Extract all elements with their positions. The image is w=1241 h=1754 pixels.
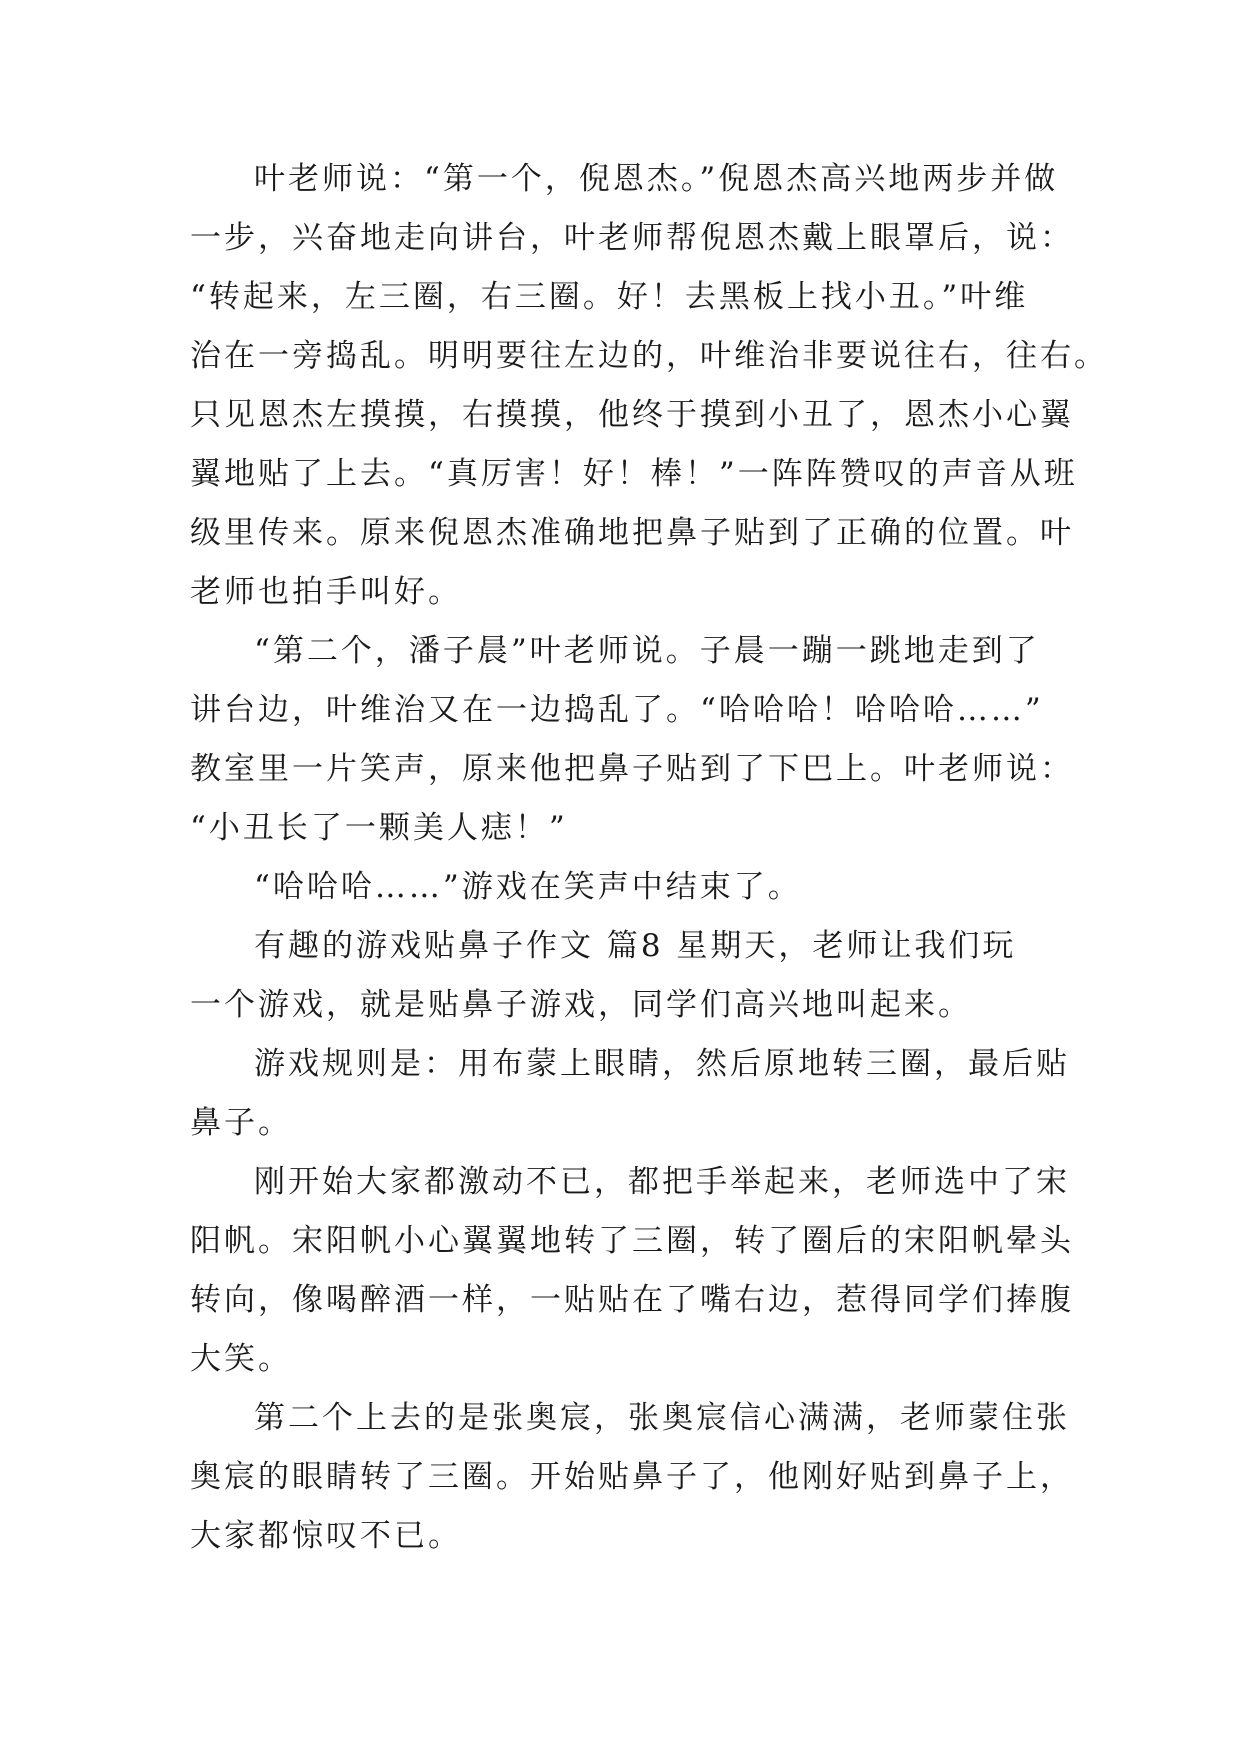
text-line: 讲台边，叶维治又在一边捣乱了。“哈哈哈！哈哈哈……”	[190, 692, 1044, 728]
paragraph	[190, 150, 1108, 622]
text-line: 第二个上去的是张奥宸，张奥宸信心满满，老师蒙住张	[254, 1400, 1070, 1436]
text-line: 游戏规则是：用布蒙上眼睛，然后原地转三圈，最后贴	[254, 1046, 1070, 1082]
text-line: “哈哈哈……”游戏在笑声中结束了。	[254, 869, 802, 905]
text-line: 治在一旁捣乱。明明要往左边的，叶维治非要说往右，往右。	[190, 338, 1108, 374]
text-line: 奥宸的眼睛转了三圈。开始贴鼻子了，他刚好贴到鼻子上，	[190, 1459, 1074, 1495]
paragraph	[190, 917, 1050, 1035]
text-line: 刚开始大家都激动不已，都把手举起来，老师选中了宋	[254, 1164, 1070, 1200]
text-line: 只见恩杰左摸摸，右摸摸，他终于摸到小丑了，恩杰小心翼	[190, 397, 1074, 433]
text-line: 一个游戏，就是贴鼻子游戏，同学们高兴地叫起来。	[190, 987, 972, 1023]
paragraph	[190, 1153, 1074, 1389]
text-line: 转向，像喝醉酒一样，一贴贴在了嘴右边，惹得同学们捧腹	[190, 1282, 1074, 1318]
paragraph	[190, 1035, 1070, 1153]
paragraph	[190, 858, 1050, 917]
paragraph	[190, 1389, 1074, 1566]
text-line: “小丑长了一颗美人痣！”	[190, 810, 568, 846]
text-line: 一步，兴奋地走向讲台，叶老师帮倪恩杰戴上眼罩后，说：	[190, 220, 1074, 256]
text-line: 大家都惊叹不已。	[190, 1518, 462, 1554]
text-line: “转起来，左三圈，右三圈。好！去黑板上找小丑。”叶维	[190, 279, 1029, 315]
text-line: “第二个，潘子晨”叶老师说。子晨一蹦一跳地走到了	[254, 633, 1040, 669]
text-line: 级里传来。原来倪恩杰准确地把鼻子贴到了正确的位置。叶	[190, 515, 1074, 551]
text-line: 鼻子。	[190, 1105, 292, 1141]
text-line: 有趣的游戏贴鼻子作文 篇8 星期天，老师让我们玩	[254, 928, 1017, 964]
paragraph	[190, 622, 1074, 858]
document-body	[190, 150, 1108, 1566]
text-line: 阳帆。宋阳帆小心翼翼地转了三圈，转了圈后的宋阳帆晕头	[190, 1223, 1074, 1259]
text-line: 教室里一片笑声，原来他把鼻子贴到了下巴上。叶老师说：	[190, 751, 1074, 787]
text-line: 翼地贴了上去。“真厉害！好！棒！”一阵阵赞叹的声音从班	[190, 456, 1078, 492]
text-line: 叶老师说：“第一个，倪恩杰。”倪恩杰高兴地两步并做	[254, 161, 1059, 197]
text-line: 老师也拍手叫好。	[190, 574, 462, 610]
text-line: 大笑。	[190, 1341, 292, 1377]
